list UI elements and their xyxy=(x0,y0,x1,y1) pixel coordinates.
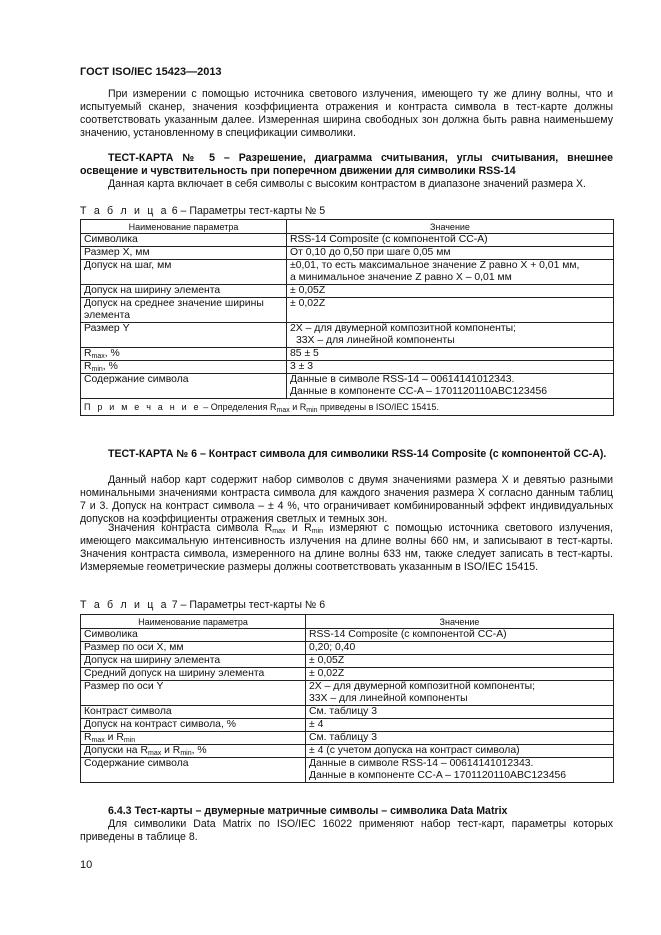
table-row: Допуск на ширину элемента ± 0,05Z xyxy=(81,285,614,298)
table-row: Размер X, мм От 0,10 до 0,50 при шаге 0,05 мм xyxy=(81,247,614,260)
table-header-param: Наименование параметра xyxy=(81,220,287,234)
test-card-6-paragraph-2: Значения контраста символа $R_{max}$ и $R_{min}$ измеряют с помощью источника светового излучения, имеющего максимальную интенсивность излучения на длине волны 660 нм, и записывают в тест-карты. Значения контраста символа, измеренного на длине волны 633 нм, также следует записать в тест-карты. Измеряемые геометрические размеры должны соответствовать указанным в ISO/IEC 15415. xyxy=(80,522,613,573)
table-row: Размер по оси X, мм 0,20; 0,40 xyxy=(81,642,614,655)
table-row: $R_{max}$, % 85 ± 5 xyxy=(81,348,614,361)
table-7 xyxy=(80,614,614,783)
table-row: Символика RSS-14 Composite (с компонентой CC-A) xyxy=(81,629,614,642)
table-header-value: Значение xyxy=(306,615,614,629)
table-header-value: Значение xyxy=(287,220,614,234)
table-row: $R_{min}$, % 3 ± 3 xyxy=(81,361,614,374)
intro-paragraph: При измерении с помощью источника светового излучения, имеющего ту же длину волны, что и испытуемый сканер, значения коэффициента отражения и контраста символа в тест-карте должны соответствовать указанным далее. Измеренная ширина свободных зон должна быть равна наименьшему значению, установленному в спецификации символики. xyxy=(80,88,613,139)
table-6-caption: Т а б л и ц а 6 – Параметры тест-карты № 5 xyxy=(80,205,326,217)
table-row: Средний допуск на ширину элемента ± 0,02Z xyxy=(81,668,614,681)
test-card-6-heading: ТЕСТ-КАРТА № 6 – Контраст символа для символики RSS-14 Composite (с компонентой CC-A). xyxy=(108,448,607,460)
table-row: Допуски на $R_{max}$ и $R_{min}$, % ± 4 (с учетом допуска на контраст символа) xyxy=(81,745,614,758)
section-6-4-3-heading: 6.4.3 Тест-карты – двумерные матричные символы – символика Data Matrix xyxy=(108,805,508,817)
table-row: Размер Y 2X – для двумерной композитной компоненты; 33X – для линейной компоненты xyxy=(81,323,614,348)
table-6 xyxy=(80,219,614,416)
document-header: ГОСТ ISO/IEC 15423—2013 xyxy=(80,66,222,78)
table-header-param: Наименование параметра xyxy=(81,615,306,629)
table-row: Допуск на шаг, мм ±0,01, то есть максимальное значение Z равно X + 0,01 мм, а минимальное значение Z равно X – 0,01 мм xyxy=(81,260,614,285)
test-card-6-paragraph-1: Данный набор карт содержит набор символов с двумя значениями размера X и девятью разными номинальными значениями контраста символа для каждого значения размера X согласно данным таблиц 7 и 3. Допуск на контраст символа – ± 4 %, что ограничивает комбинированный эффект индивидуальных допусков на коэффициенты отражения светлых и темных зон. xyxy=(80,474,613,525)
table-row: Размер по оси Y 2X – для двумерной композитной компоненты; 33X – для линейной компоненты xyxy=(81,681,614,706)
table-row: $R_{max}$ и $R_{min}$ См. таблицу 3 xyxy=(81,732,614,745)
test-card-5-text: Данная карта включает в себя символы с высоким контрастом в диапазоне значений размера X. xyxy=(108,178,586,190)
section-6-4-3-text: Для символики Data Matrix по ISO/IEC 16022 применяют набор тест-карт, параметры которых приведены в таблице 8. xyxy=(80,818,613,843)
table-row: Допуск на ширину элемента ± 0,05Z xyxy=(81,655,614,668)
table-row: Содержание символа Данные в символе RSS-14 – 00614141012343. Данные в компоненте CC-A – 1701120110ABC123456 xyxy=(81,758,614,783)
table-row: Символика RSS-14 Composite (с компонентой CC-A) xyxy=(81,234,614,247)
table-row: Допуск на контраст символа, % ± 4 xyxy=(81,719,614,732)
table-note: П р и м е ч а н и е – Определения $R_{max}$ и $R_{min}$ приведены в ISO/IEC 15415. xyxy=(81,399,614,416)
table-row: Содержание символа Данные в символе RSS-14 – 00614141012343. Данные в компоненте CC-A – 1701120110ABC123456 xyxy=(81,374,614,399)
page-number: 10 xyxy=(80,859,93,871)
test-card-5-heading: ТЕСТ-КАРТА № 5 – Разрешение, диаграмма считывания, углы считывания, внешнее освещение и чувствительность при поперечном движении для символики RSS-14 xyxy=(80,152,613,177)
table-row: Допуск на среднее значение ширины элемента ± 0,02Z xyxy=(81,298,614,323)
table-7-caption: Т а б л и ц а 7 – Параметры тест-карты № 6 xyxy=(80,599,326,611)
table-row: Контраст символа См. таблицу 3 xyxy=(81,706,614,719)
